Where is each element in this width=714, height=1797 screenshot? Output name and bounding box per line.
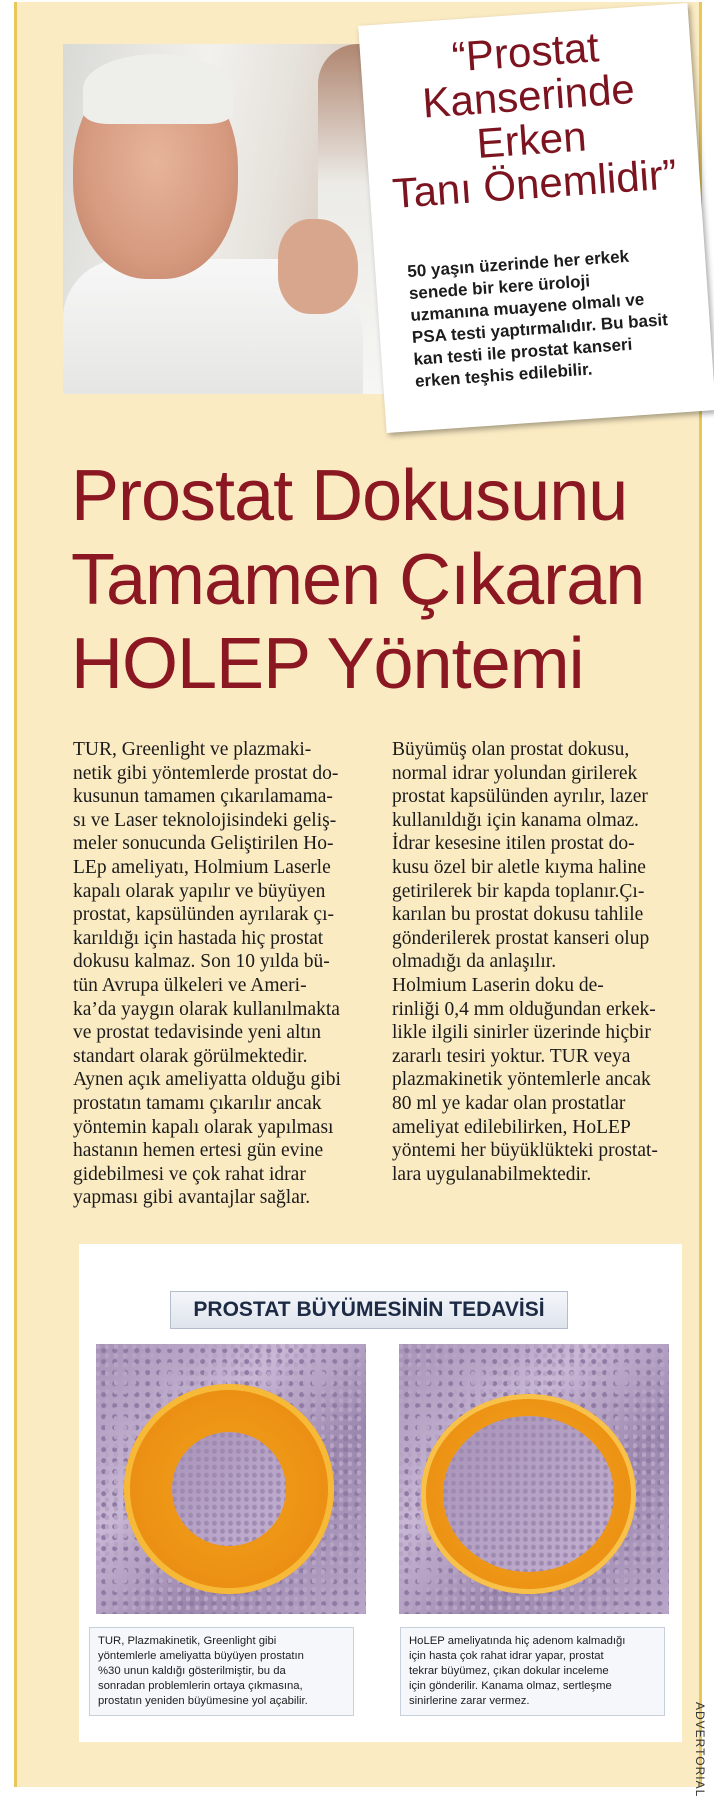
orange-peel-photo-left <box>96 1344 366 1614</box>
infobox-title: PROSTAT BÜYÜMESİNİN TEDAVİSİ <box>170 1291 568 1329</box>
side-credit-label: ADVERTORIAL <box>693 1702 707 1797</box>
quote-title: “Prostat Kanserinde Erken Tanı Önemlidir” <box>390 23 679 217</box>
article-column-left: TUR, Greenlight ve plazmaki- netik gibi yöntemlerde prostat do- kusunun tamamen çıkarılamama- sı ve Laser teknolojisindeki geliş- meler sonucunda Geliştirilen Ho- LEp ameliyatı, Holmium Laserle kapalı olarak yapılır ve büyüyen prostat, kapsülünden ayrılarak çı- karıldığı için hastada hiç prostat dokusu kalmaz. Son 10 yılda bü- tün Avrupa ülkeleri ve Ameri- ka’da yaygın olarak kullanılmakta ve prostat tedavisinde yeni altın standart olarak görülmektedir. Aynen açık ameliyatta olduğu gibi prostatın tamamı çıkarılır ancak yöntemin kapalı olarak yapılması hastanın hemen ertesi gün evine gidebilmesi ve çok rahat idrar yapması gibi avantajlar sağlar. <box>73 739 341 1209</box>
orange-peel-photo-right <box>399 1344 669 1614</box>
quote-body: 50 yaşın üzerinde her erkek senede bir kere üroloji uzmanına muayene olmalı ve PSA testi yaptırmalıdır. Bu basit kan testi ile prostat kanseri erken teşhis edilebilir. <box>406 246 669 391</box>
orange-ring-inner <box>443 1416 614 1572</box>
quote-card <box>358 3 714 433</box>
patient-hair-shape <box>83 54 233 124</box>
treatment-infobox <box>79 1244 682 1742</box>
caption-right: HoLEP ameliyatında hiç adenom kalmadığı için hasta çok rahat idrar yapar, prostat tekrar büyümez, çıkan dokular inceleme için gönderilir. Kanama olmaz, sertleşme sinirlerine zarar vermez. <box>400 1627 665 1716</box>
caption-left: TUR, Plazmakinetik, Greenlight gibi yöntemlerle ameliyatta büyüyen prostatın %30 unun kaldığı gösterilmiştir, bu da sonradan problemlerin ortaya çıkmasına, prostatın yeniden büyümesine yol açabilir. <box>89 1627 354 1716</box>
article-headline: Prostat Dokusunu Tamamen Çıkaran HOLEP Yöntemi <box>71 456 645 704</box>
doctor-hand-shape <box>278 219 358 314</box>
article-column-right: Büyümüş olan prostat dokusu, normal idrar yolundan girilerek prostat kapsülünden ayrılır, lazer kullanıldığı için kanama olmaz. İdrar kesesine itilen prostat do- kusu özel bir aletle kıyma haline getirilerek bir kapda toplanır.Çı- karılan bu prostat dokusu tahlile gönderilerek prostat kanseri olup olmadığı da anlaşılır. Holmium Laserin doku de- rinliği 0,4 mm olduğundan erkek- likle ilgili sinirler üzerinde hiçbir zararlı tesiri yoktur. TUR veya plazmakinetik yöntemlerle ancak 80 ml ye kadar olan prostatlar ameliyat edilebilirken, HoLEP yöntemi her büyüklükteki prostat- lara uygulanabilmektedir. <box>392 739 658 1185</box>
article-page <box>14 2 707 1797</box>
orange-ring-inner <box>172 1432 286 1546</box>
doctor-patient-photo <box>63 44 393 394</box>
